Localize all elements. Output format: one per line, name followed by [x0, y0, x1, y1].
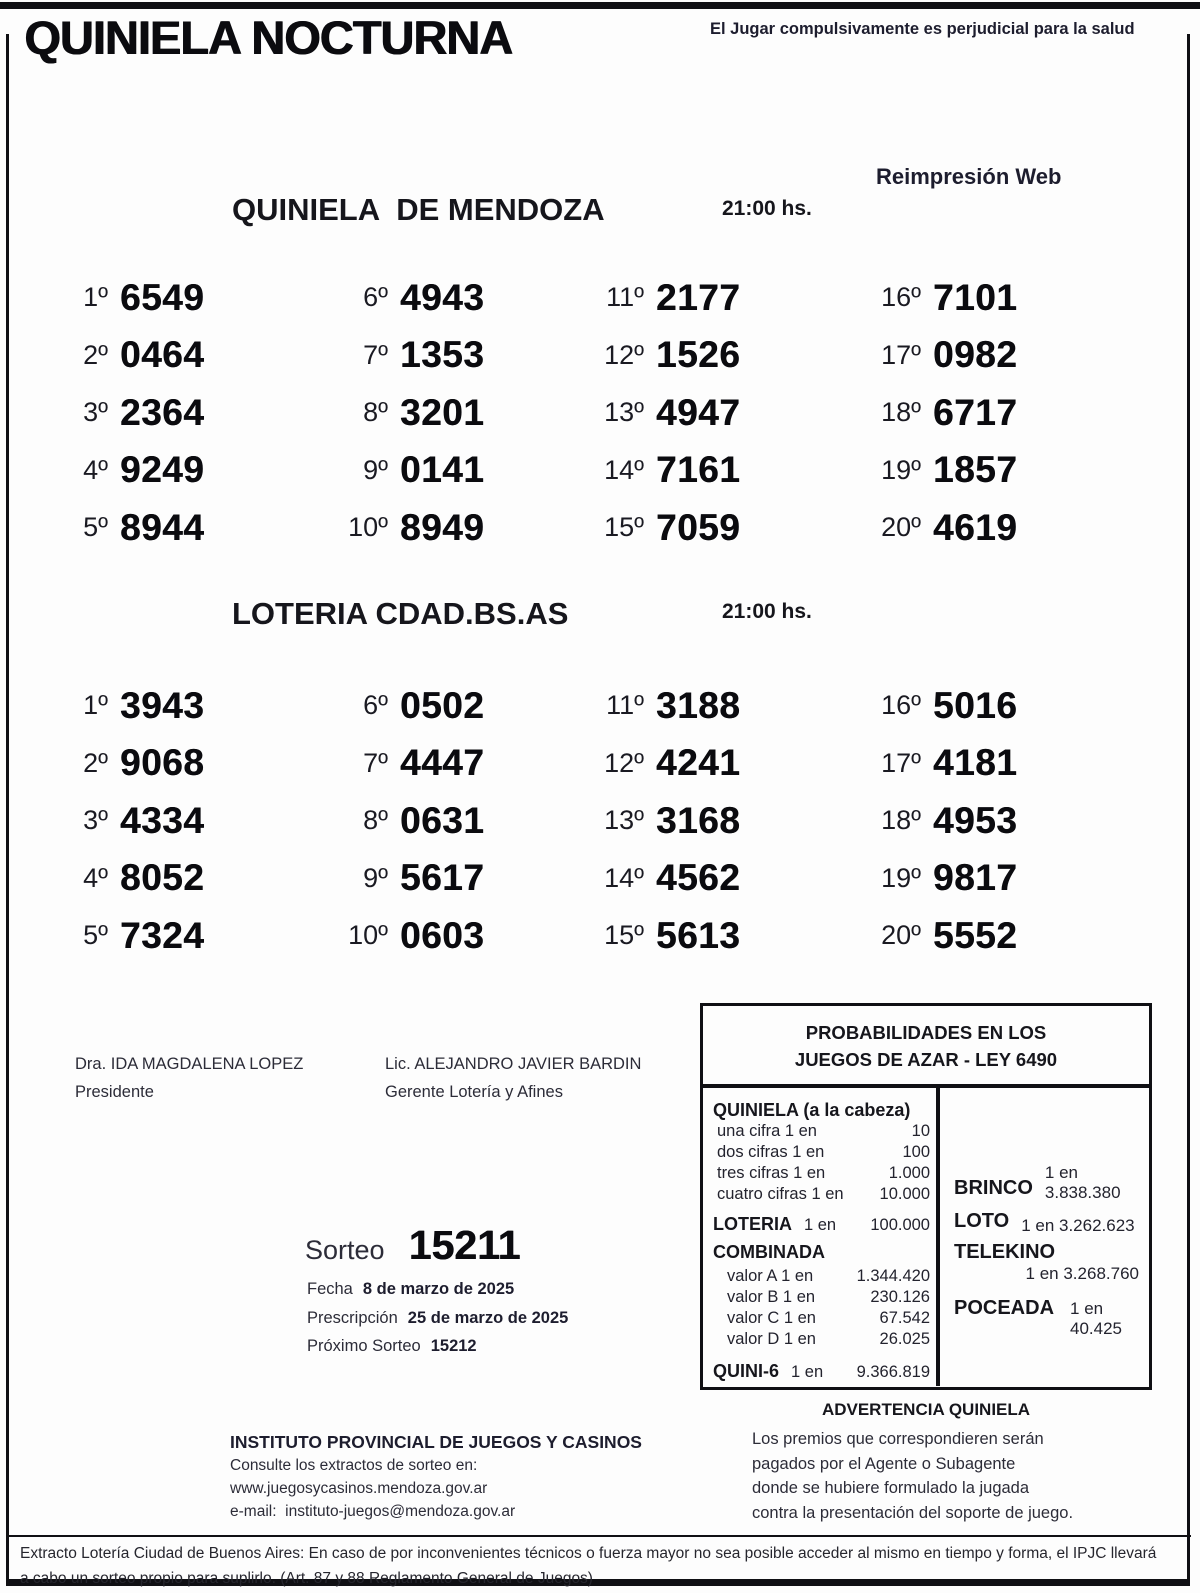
advertencia-title: ADVERTENCIA QUINIELA [821, 1400, 1031, 1419]
result-position: 20º [881, 512, 921, 543]
institute-block [230, 1430, 710, 1523]
result-position: 1º [83, 282, 108, 313]
result-cell [582, 327, 857, 385]
result-cell [582, 499, 857, 557]
result-number: 3168 [656, 799, 741, 841]
fecha-label: Fecha [307, 1280, 353, 1298]
game-odds-value: 1 en 3.268.760 [1025, 1264, 1139, 1283]
result-position: 11º [606, 690, 644, 721]
odds-row [713, 1163, 930, 1184]
result-position: 17º [881, 747, 921, 778]
result-number: 1526 [656, 334, 741, 376]
result-cell [857, 677, 1052, 735]
result-cell [62, 907, 332, 965]
footer-separator [9, 1535, 1191, 1537]
result-cell [332, 907, 582, 965]
odds-label: valor C 1 en [727, 1309, 816, 1327]
result-position: 19º [881, 862, 921, 893]
mendoza-results-grid [62, 269, 1052, 557]
result-cell [857, 907, 1052, 965]
result-number: 8052 [120, 857, 205, 899]
mendoza-draw-time: 21:00 hs. [722, 197, 812, 220]
result-cell [332, 269, 582, 327]
result-cell [857, 499, 1052, 557]
result-number: 7161 [656, 449, 741, 491]
official-manager [385, 1050, 641, 1106]
loteria-odds-row [713, 1214, 930, 1235]
result-cell [857, 735, 1052, 793]
game-odds [954, 1210, 1141, 1233]
probabilities-right-column [940, 1088, 1149, 1386]
result-cell [62, 327, 332, 385]
quiniela-odds-header: QUINIELA (a la cabeza) [713, 1100, 911, 1120]
fecha-row [307, 1280, 514, 1299]
result-number: 2177 [656, 276, 741, 318]
game-odds-value: 1 en 40.425 [1070, 1299, 1123, 1338]
result-number: 7059 [656, 506, 741, 548]
result-position: 1º [83, 690, 108, 721]
odds-value: 230.126 [870, 1288, 930, 1306]
result-number: 4447 [400, 742, 485, 784]
probabilities-left-column [703, 1088, 940, 1386]
odds-row [713, 1266, 930, 1287]
result-number: 1857 [933, 449, 1018, 491]
result-position: 18º [881, 397, 921, 428]
probabilities-title [703, 1006, 1149, 1088]
result-number: 4947 [656, 391, 741, 433]
result-position: 17º [881, 339, 921, 370]
odds-label: una cifra 1 en [717, 1122, 817, 1140]
result-position: 7º [363, 339, 388, 370]
result-cell [582, 907, 857, 965]
odds-value: 1.344.420 [856, 1267, 930, 1285]
top-border-bar [0, 2, 1200, 9]
result-number: 6549 [120, 276, 205, 318]
odds-row [713, 1121, 930, 1142]
bsas-results-grid [62, 677, 1052, 965]
game-name: TELEKINO [954, 1241, 1056, 1263]
result-cell [332, 327, 582, 385]
result-cell [857, 327, 1052, 385]
result-number: 7101 [933, 276, 1018, 318]
proximo-sorteo-row [307, 1337, 477, 1356]
quini6-odds-mid: 1 en [791, 1363, 824, 1381]
result-number: 5552 [933, 914, 1018, 956]
game-odds [954, 1297, 1141, 1339]
result-cell [582, 269, 857, 327]
result-position: 9º [363, 454, 388, 485]
result-cell [582, 384, 857, 442]
result-number: 8949 [400, 506, 485, 548]
result-cell [62, 384, 332, 442]
result-position: 3º [83, 805, 108, 836]
result-cell [332, 850, 582, 908]
result-cell [332, 384, 582, 442]
result-position: 19º [881, 454, 921, 485]
result-cell [582, 442, 857, 500]
advertencia-line: donde se hubiere formulado la jugada [752, 1479, 1030, 1497]
result-number: 4562 [656, 857, 741, 899]
result-position: 5º [83, 512, 108, 543]
result-position: 10º [348, 512, 388, 543]
prescripcion-row [307, 1309, 568, 1328]
result-cell [857, 269, 1052, 327]
institute-consult-line: Consulte los extractos de sorteo en: [230, 1457, 478, 1474]
game-name: BRINCO [954, 1177, 1033, 1199]
combinada-odds-header: COMBINADA [713, 1242, 825, 1262]
result-position: 14º [604, 862, 644, 893]
result-position: 11º [606, 282, 644, 313]
result-number: 3943 [120, 684, 205, 726]
odds-label: cuatro cifras 1 en [717, 1185, 844, 1203]
odds-label: valor A 1 en [727, 1267, 814, 1285]
result-cell [62, 735, 332, 793]
mendoza-section-title: QUINIELA DE MENDOZA [232, 192, 605, 227]
probabilities-body [703, 1088, 1149, 1386]
advertencia-body [752, 1427, 1162, 1525]
result-number: 1353 [400, 334, 485, 376]
result-cell [582, 735, 857, 793]
result-number: 4181 [933, 742, 1018, 784]
result-number: 0464 [120, 334, 205, 376]
advertencia-line: Los premios que correspondieren serán [752, 1430, 1044, 1448]
footer-legal-text: Extracto Lotería Ciudad de Buenos Aires: En caso de por inconvenientes técnicos o fuerza mayor no sea posible acceder al mismo en tiempo y forma, el IPJC llevará a cabo un sorteo propio para suplirlo. (Art. 87 y 88 Reglamento General de Juegos) [20, 1545, 1157, 1587]
odds-value: 26.025 [879, 1330, 930, 1348]
odds-row [713, 1329, 930, 1350]
result-position: 4º [83, 454, 108, 485]
result-position: 12º [604, 747, 644, 778]
advertencia-line: pagados por el Agente o Subagente [752, 1454, 1016, 1473]
prescripcion-label: Prescripción [307, 1309, 398, 1327]
odds-row [713, 1142, 930, 1163]
result-cell [582, 792, 857, 850]
result-number: 4943 [400, 276, 485, 318]
odds-value: 67.542 [879, 1309, 930, 1327]
result-position: 4º [83, 862, 108, 893]
result-number: 4241 [656, 742, 741, 784]
result-number: 3201 [400, 391, 485, 433]
result-cell [62, 499, 332, 557]
result-number: 0502 [400, 684, 485, 726]
result-cell [62, 269, 332, 327]
result-position: 6º [363, 690, 388, 721]
institute-website: www.juegosycasinos.mendoza.gov.ar [230, 1480, 488, 1497]
result-cell [582, 677, 857, 735]
reprint-web-label: Reimpresión Web [876, 164, 1062, 189]
result-position: 8º [363, 805, 388, 836]
result-position: 13º [604, 397, 644, 428]
result-number: 0631 [400, 799, 485, 841]
odds-label: valor B 1 en [727, 1288, 816, 1306]
result-position: 9º [363, 862, 388, 893]
result-position: 7º [363, 747, 388, 778]
result-cell [62, 442, 332, 500]
result-position: 3º [83, 397, 108, 428]
quini6-odds-label: QUINI-6 [713, 1361, 780, 1381]
result-number: 9817 [933, 857, 1018, 899]
result-cell [857, 792, 1052, 850]
combinada-odds-rows [713, 1266, 930, 1350]
official-name: Lic. ALEJANDRO JAVIER BARDIN [385, 1055, 642, 1073]
game-name: LOTO [954, 1210, 1010, 1232]
odds-label: tres cifras 1 en [717, 1164, 826, 1182]
probabilities-title-line1: PROBABILIDADES EN LOS [805, 1022, 1047, 1043]
probabilities-box [700, 1003, 1152, 1390]
game-name: POCEADA [954, 1297, 1055, 1319]
result-cell [857, 384, 1052, 442]
result-cell [582, 850, 857, 908]
result-number: 4334 [120, 799, 205, 841]
advertencia-line: contra la presentación del soporte de juego. [752, 1503, 1074, 1522]
odds-value: 1.000 [888, 1164, 930, 1182]
result-cell [857, 442, 1052, 500]
game-odds [954, 1160, 1141, 1200]
game-odds-value: 1 en 3.838.380 [1044, 1163, 1121, 1202]
result-position: 6º [363, 282, 388, 313]
result-number: 2364 [120, 391, 205, 433]
result-cell [332, 677, 582, 735]
result-cell [62, 677, 332, 735]
sorteo-number: 15211 [408, 1222, 521, 1268]
probabilities-title-line2: JUEGOS DE AZAR - LEY 6490 [794, 1049, 1058, 1070]
game-odds [954, 1241, 1141, 1284]
quini6-odds-value: 9.366.819 [856, 1363, 930, 1381]
odds-value: 100 [902, 1143, 930, 1161]
result-position: 2º [83, 339, 108, 370]
result-number: 0603 [400, 914, 485, 956]
result-number: 7324 [120, 914, 205, 956]
result-number: 5016 [933, 684, 1018, 726]
official-role: Gerente Lotería y Afines [385, 1083, 563, 1101]
official-name: Dra. IDA MAGDALENA LOPEZ [75, 1055, 304, 1073]
email-label: e-mail: [230, 1503, 277, 1520]
fecha-value: 8 de marzo de 2025 [362, 1280, 515, 1298]
result-number: 5613 [656, 914, 741, 956]
loteria-odds-mid: 1 en [804, 1216, 837, 1234]
result-number: 5617 [400, 857, 485, 899]
proximo-label: Próximo Sorteo [307, 1337, 421, 1355]
result-cell [332, 499, 582, 557]
odds-label: dos cifras 1 en [717, 1143, 825, 1161]
sorteo-row [305, 1222, 520, 1269]
official-role: Presidente [75, 1083, 154, 1101]
official-president [75, 1050, 303, 1106]
result-position: 16º [881, 690, 921, 721]
result-number: 3188 [656, 684, 741, 726]
result-cell [62, 792, 332, 850]
institute-email-row [230, 1500, 710, 1523]
prescripcion-value: 25 de marzo de 2025 [407, 1309, 569, 1327]
bsas-section-title: LOTERIA CDAD.BS.AS [232, 596, 569, 631]
result-cell [857, 850, 1052, 908]
quiniela-odds-rows [713, 1121, 930, 1205]
result-position: 2º [83, 747, 108, 778]
institute-name: INSTITUTO PROVINCIAL DE JUEGOS Y CASINOS [230, 1432, 642, 1452]
result-position: 5º [83, 920, 108, 951]
result-position: 15º [604, 920, 644, 951]
result-position: 10º [348, 920, 388, 951]
result-number: 9249 [120, 449, 205, 491]
sorteo-label: Sorteo [305, 1235, 385, 1265]
result-number: 6717 [933, 391, 1018, 433]
odds-value: 10 [911, 1122, 930, 1140]
odds-value: 10.000 [879, 1185, 930, 1203]
result-position: 14º [604, 454, 644, 485]
result-number: 0141 [400, 449, 485, 491]
page-title: QUINIELA NOCTURNA [24, 11, 512, 64]
loteria-odds-value: 100.000 [870, 1216, 930, 1234]
proximo-value: 15212 [430, 1337, 477, 1355]
result-cell [332, 792, 582, 850]
result-cell [62, 850, 332, 908]
odds-row [713, 1287, 930, 1308]
result-position: 20º [881, 920, 921, 951]
bsas-draw-time: 21:00 hs. [722, 600, 812, 623]
result-number: 8944 [120, 506, 205, 548]
odds-row [713, 1184, 930, 1205]
result-position: 15º [604, 512, 644, 543]
result-position: 16º [881, 282, 921, 313]
loteria-odds-label: LOTERIA [713, 1214, 792, 1234]
result-position: 18º [881, 805, 921, 836]
result-position: 12º [604, 339, 644, 370]
result-cell [332, 442, 582, 500]
result-number: 0982 [933, 334, 1018, 376]
odds-label: valor D 1 en [727, 1330, 816, 1348]
result-number: 4953 [933, 799, 1018, 841]
email-address: instituto-juegos@mendoza.gov.ar [285, 1503, 516, 1520]
quini6-odds-row [713, 1361, 930, 1382]
result-position: 13º [604, 805, 644, 836]
result-number: 4619 [933, 506, 1018, 548]
health-warning-text: El Jugar compulsivamente es perjudicial para la salud [710, 20, 1135, 38]
odds-row [713, 1308, 930, 1329]
result-cell [332, 735, 582, 793]
result-number: 9068 [120, 742, 205, 784]
game-odds-value: 1 en 3.262.623 [1021, 1216, 1135, 1235]
result-position: 8º [363, 397, 388, 428]
